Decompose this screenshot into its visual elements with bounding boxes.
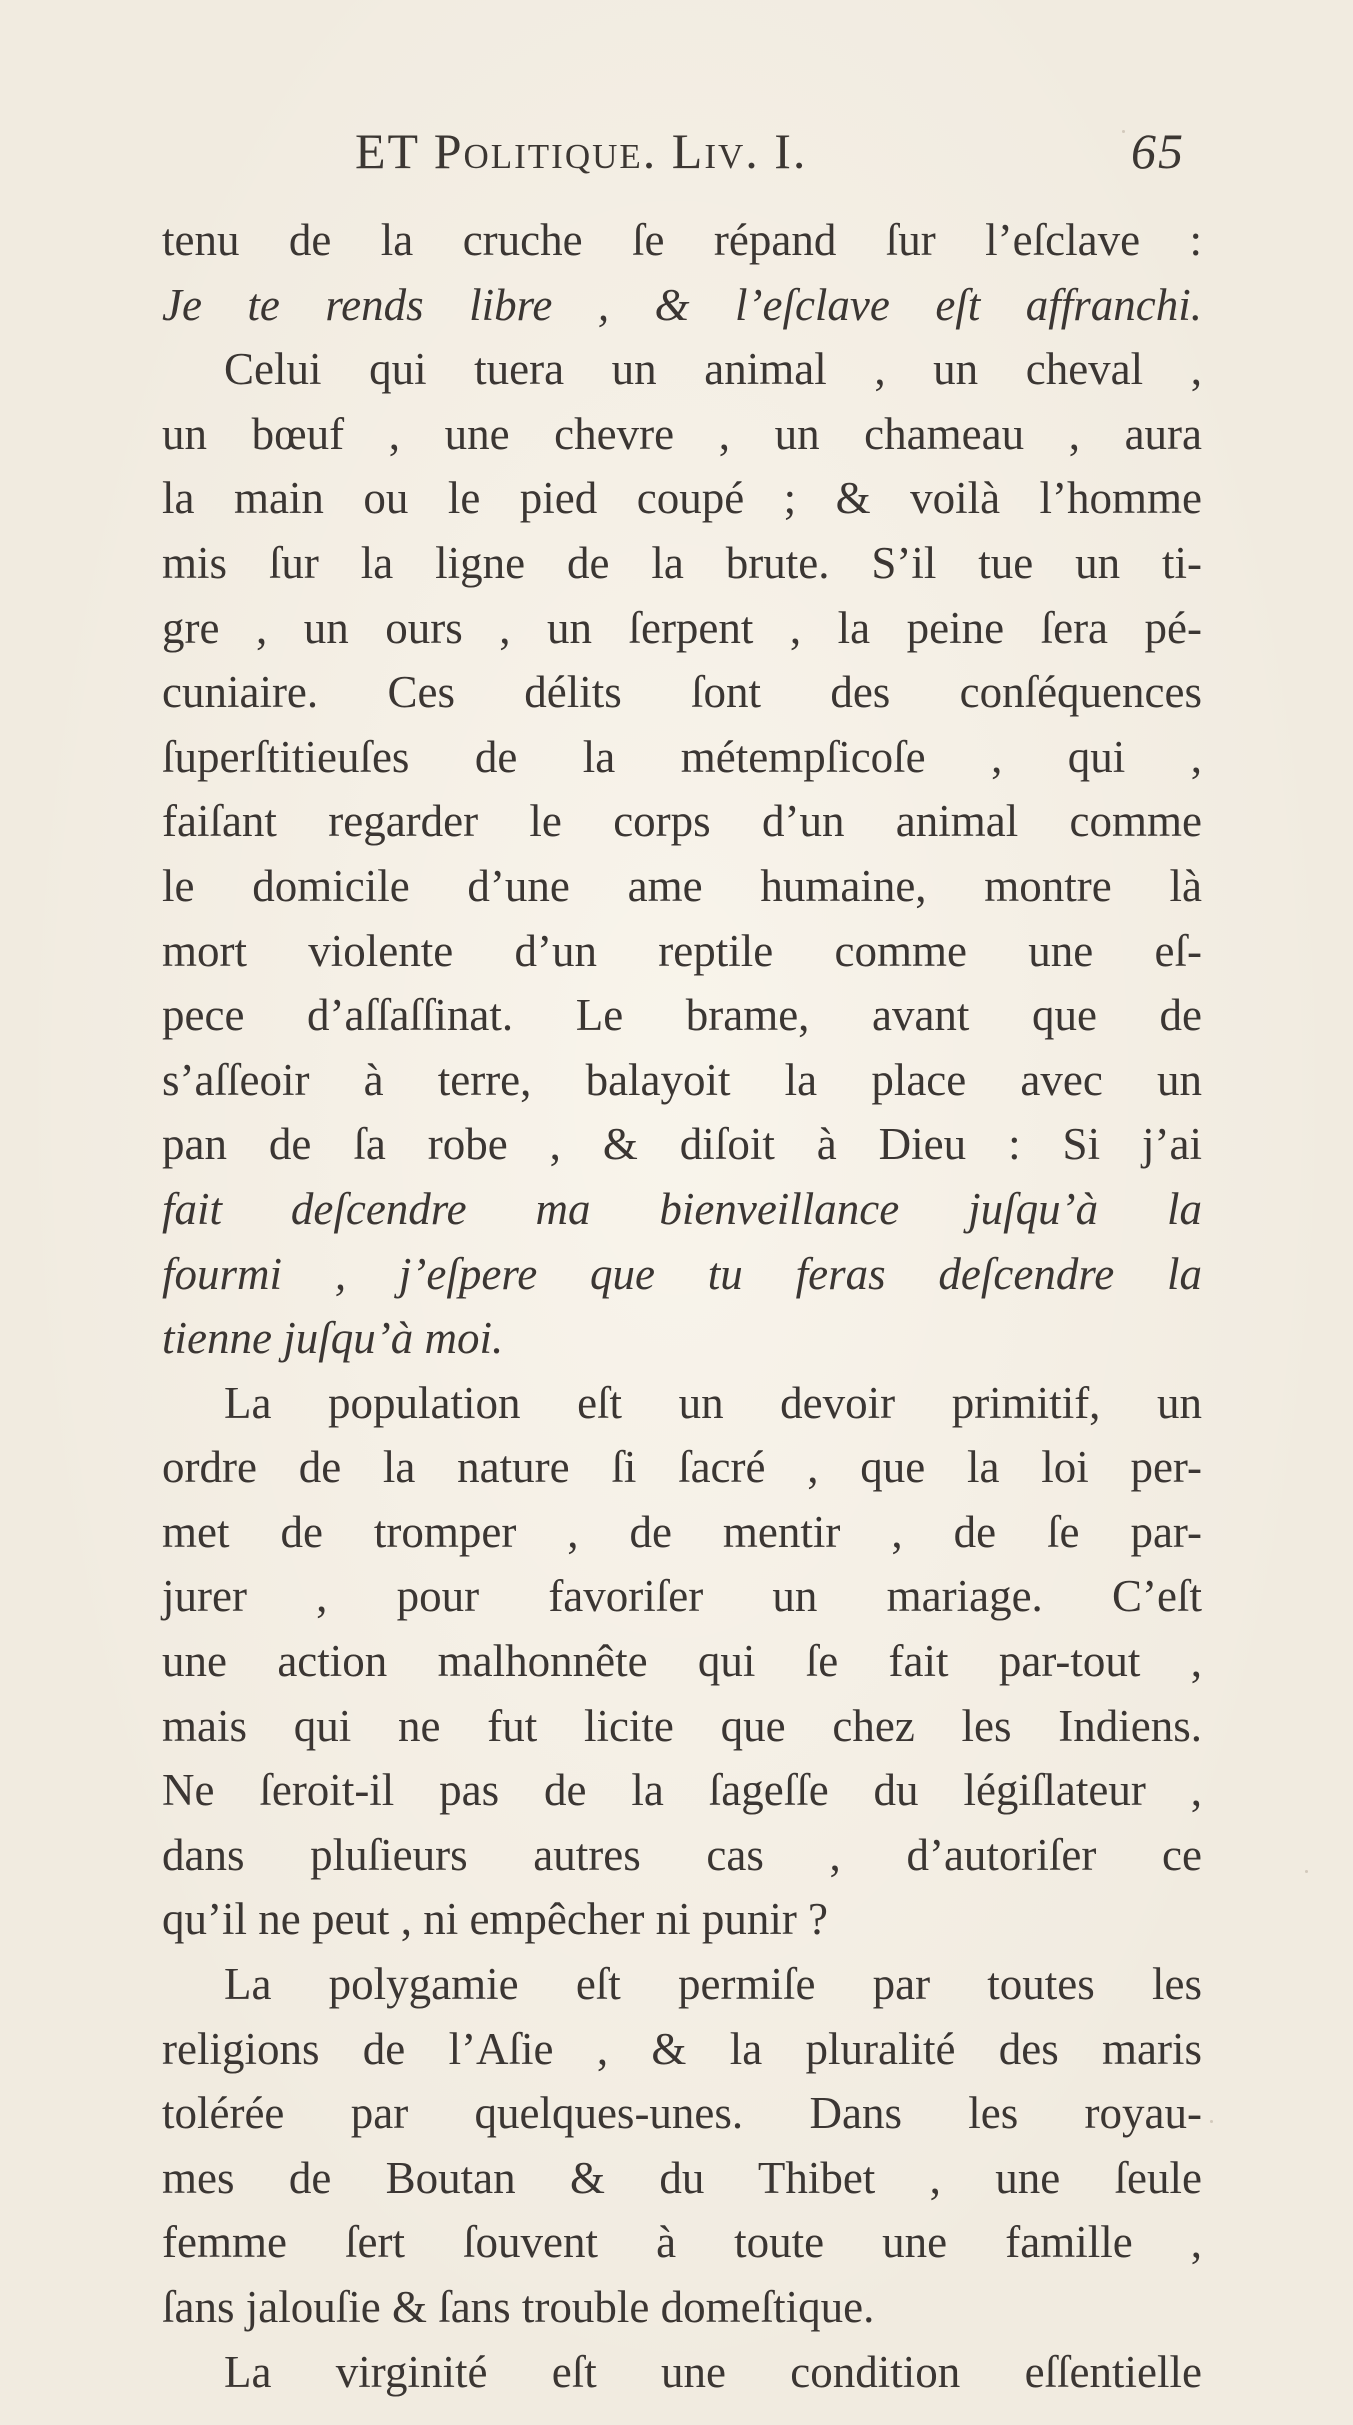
text-line: tolérée par quelques-unes. Dans les royau- bbox=[162, 2088, 1202, 2139]
paper-speck bbox=[1210, 2120, 1213, 2123]
running-head-prefix: ET bbox=[355, 123, 420, 179]
paragraph-start-line: La polygamie eſt permiſe par toutes les bbox=[224, 1959, 1202, 2010]
text-line: tenu de la cruche ſe répand ſur l’eſclave : bbox=[162, 215, 1202, 265]
text-line: gre , un ours , un ſerpent , la peine ſera pé- bbox=[162, 602, 1202, 653]
text-line-italic: Je te rends libre , & l’eſclave eſt affranchi. bbox=[162, 279, 1202, 330]
page-number: 65 bbox=[1131, 123, 1185, 179]
text-line-italic: tienne juſqu’à moi. bbox=[162, 1313, 504, 1364]
text-line: religions de l’Aſie , & la pluralité des maris bbox=[162, 2023, 1202, 2074]
text-line: le domicile d’une ame humaine, montre là bbox=[162, 860, 1202, 911]
text-line: une action malhonnête qui ſe fait par-tout , bbox=[162, 1636, 1202, 1687]
text-line: mes de Boutan & du Thibet , une ſeule bbox=[162, 2152, 1202, 2203]
text-line: met de tromper , de mentir , de ſe par- bbox=[162, 1506, 1202, 1557]
running-head-title-rest: Politique. Liv. I. bbox=[433, 123, 808, 179]
text-line: la main ou le pied coupé ; & voilà l’homme bbox=[162, 473, 1202, 524]
body-text bbox=[162, 208, 1202, 2404]
text-line: faiſant regarder le corps d’un animal comme bbox=[162, 796, 1202, 847]
text-line: cuniaire. Ces délits ſont des conſéquences bbox=[162, 667, 1202, 718]
text-line: ordre de la nature ſi ſacré , que la loi per- bbox=[162, 1442, 1202, 1493]
text-line: qu’il ne peut , ni empêcher ni punir ? bbox=[162, 1894, 829, 1945]
paragraph-start-line: Celui qui tuera un animal , un cheval , bbox=[224, 344, 1202, 395]
text-line: pece d’aſſaſſinat. Le brame, avant que de bbox=[162, 990, 1202, 1041]
text-line: dans pluſieurs autres cas , d’autoriſer ce bbox=[162, 1829, 1202, 1880]
text-line: pan de ſa robe , & diſoit à Dieu : Si j’ai bbox=[162, 1119, 1202, 1170]
text-line-italic: fait deſcendre ma bienveillance juſqu’à la bbox=[162, 1183, 1202, 1234]
text-line: ſuperſtitieuſes de la métempſicoſe , qui , bbox=[162, 731, 1202, 782]
text-line: jurer , pour favoriſer un mariage. C’eſt bbox=[162, 1571, 1202, 1622]
paper-speck bbox=[1122, 130, 1125, 133]
text-line: Ne ſeroit-il pas de la ſageſſe du légiſlateur , bbox=[162, 1765, 1202, 1816]
text-line: mais qui ne fut licite que chez les Indiens. bbox=[162, 1700, 1202, 1751]
text-line: mort violente d’un reptile comme une eſ- bbox=[162, 925, 1202, 976]
paper-speck bbox=[1305, 1870, 1308, 1873]
text-line: mis ſur la ligne de la brute. S’il tue un ti- bbox=[162, 537, 1202, 588]
text-line: un bœuf , une chevre , un chameau , aura bbox=[162, 408, 1202, 459]
paragraph-start-line: La virginité eſt une condition eſſentielle bbox=[224, 2346, 1202, 2397]
text-line: s’aſſeoir à terre, balayoit la place avec un bbox=[162, 1054, 1202, 1105]
running-head-title bbox=[355, 122, 807, 180]
paragraph-start-line: La population eſt un devoir primitif, un bbox=[224, 1377, 1202, 1428]
text-line: femme ſert ſouvent à toute une famille , bbox=[162, 2217, 1202, 2268]
running-head bbox=[355, 122, 1185, 192]
text-line: ſans jalouſie & ſans trouble domeſtique. bbox=[162, 2282, 875, 2332]
text-line-italic: fourmi , j’eſpere que tu feras deſcendre la bbox=[162, 1248, 1202, 1299]
